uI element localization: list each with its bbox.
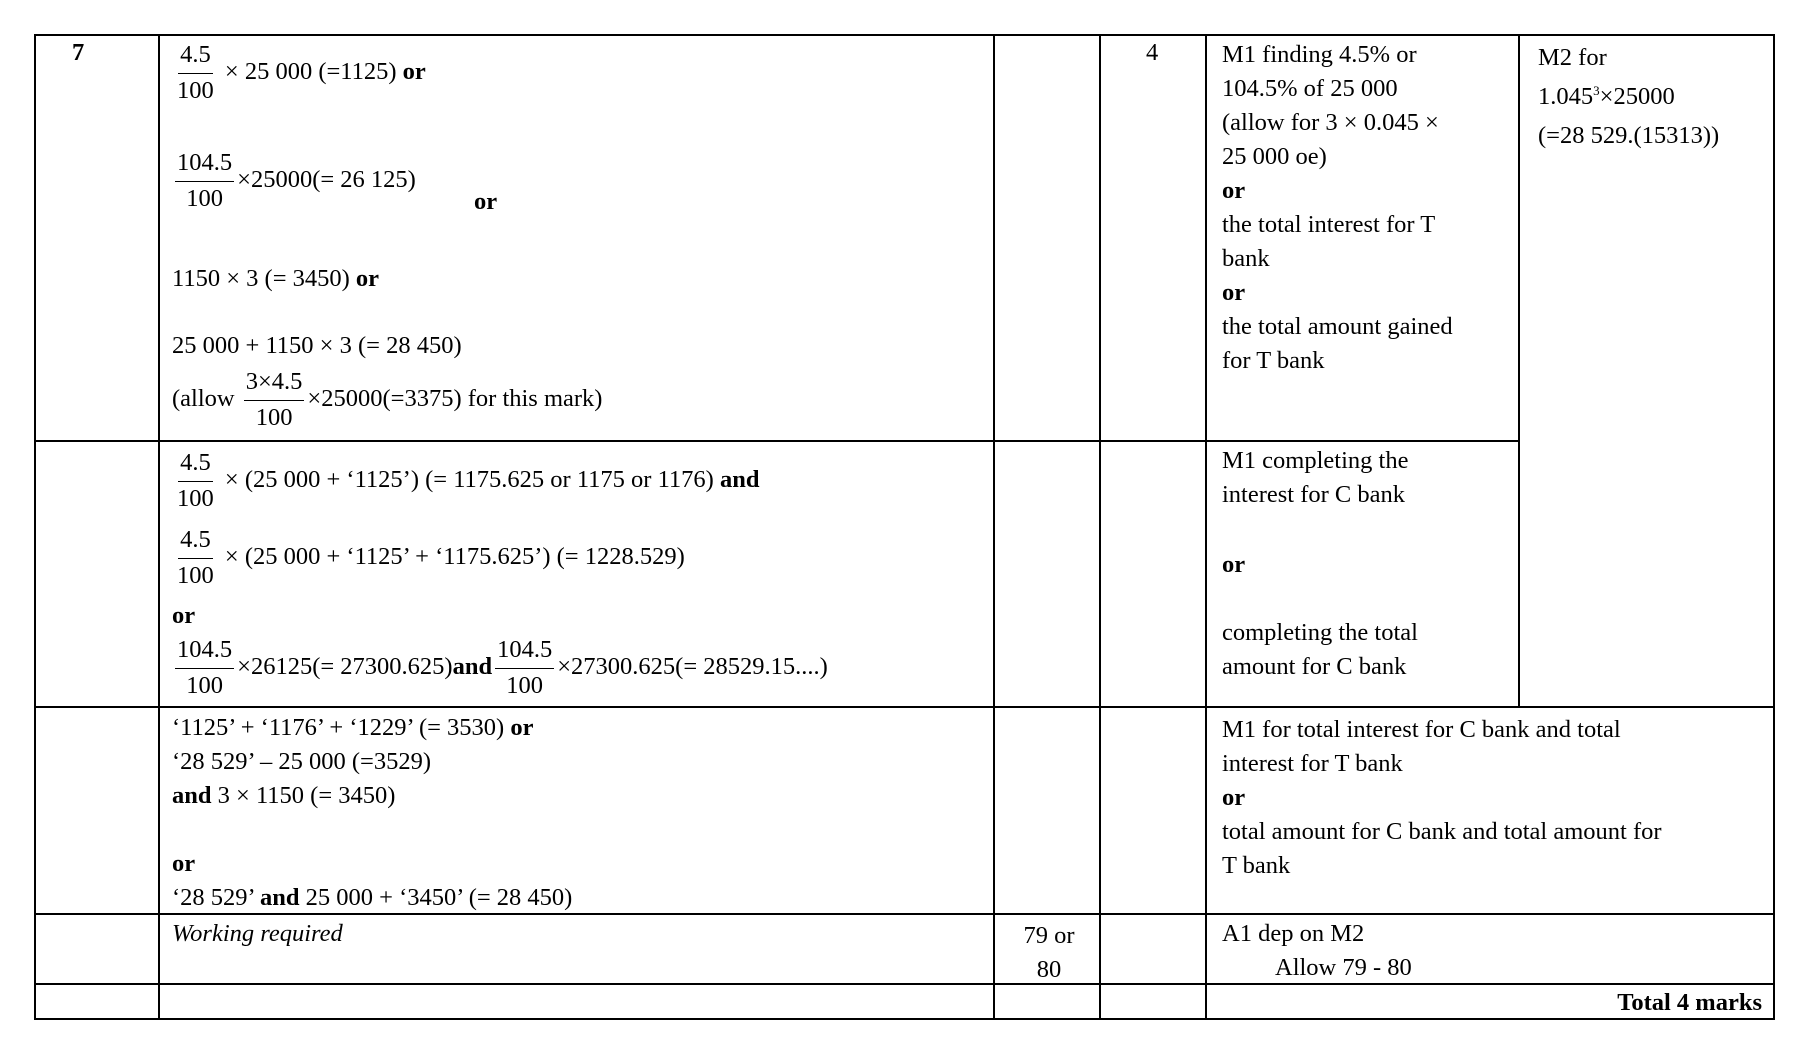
fraction: $\frac{3\times 4.5}{100}$ <box>245 368 303 431</box>
fraction: $\frac{4.5}{100}$ <box>177 41 214 104</box>
mark-scheme-notes: M1 for total interest for C bank and total interest for T bank or total amount for C bank and total amount for T bank <box>1222 716 1662 879</box>
table-border-bottom <box>34 1018 1775 1020</box>
mark-scheme-notes: M1 completing the <box>1222 447 1409 474</box>
row-divider-3 <box>34 913 1775 915</box>
working-line: $\frac{104.5}{100}$ ×26125(= 27300.625)and $\frac{104.5}{100}$ ×27300.625(= 28529.15....) <box>172 635 828 701</box>
working-line: $\frac{4.5}{100}$ × (25 000 + ‘1125’) (= 1175.625 or 1175 or 1176) and <box>172 448 759 514</box>
mark-scheme-notes: completing the total <box>1222 619 1418 646</box>
working-line: ‘1125’ + ‘1176’ + ‘1229’ (= 3530) or <box>172 714 534 741</box>
alt-method-notes: M2 for $1.045^3\times 25000$ (=28 529.(15313)) <box>1538 44 1720 149</box>
working-line: $\frac{4.5}{100}$ × 25 000 (=1125) or <box>172 40 426 106</box>
table-border-left <box>34 34 36 1020</box>
col-divider-marks <box>1099 34 1101 1020</box>
working-line: and 3 × 1150 (= 3450) <box>172 782 396 809</box>
total-marks: Total 4 marks <box>1617 989 1762 1016</box>
answer-value: 79 or 80 <box>1023 922 1075 983</box>
row-divider-4 <box>34 983 1775 985</box>
working-line: (allow $\frac{3\times 4.5}{100}$ ×25000(=3375) for this mark) <box>172 367 602 433</box>
row-divider-2 <box>34 706 1775 708</box>
mark-scheme-notes: M1 finding 4.5% or 104.5% of 25 000 (allow for 3 × 0.045 × 25 000 oe) or the total interest for T bank or the total amount gained for T bank <box>1222 41 1453 374</box>
working-line: ‘28 529’ – 25 000 (=3529) <box>172 748 432 775</box>
fraction: $\frac{4.5}{100}$ <box>177 526 214 589</box>
fraction: $\frac{104.5}{100}$ <box>497 636 553 699</box>
row-divider-1 <box>34 440 1520 442</box>
mark-scheme-notes: amount for C bank <box>1222 653 1407 680</box>
working-line: $\frac{104.5}{100}$ ×25000(= 26 125) <box>172 148 416 214</box>
conjunction: or <box>172 602 196 629</box>
conjunction: or <box>474 188 498 215</box>
col-divider-working <box>158 34 160 1020</box>
working-line: 1150 × 3 (= 3450) or <box>172 265 380 292</box>
fraction: $\frac{104.5}{100}$ <box>177 636 233 699</box>
fraction: $\frac{4.5}{100}$ <box>177 449 214 512</box>
working-line: $\frac{4.5}{100}$ × (25 000 + ‘1125’ + ‘1175.625’) (= 1228.529) <box>172 525 685 591</box>
col-divider-alt-notes <box>1518 34 1520 708</box>
conjunction: or <box>172 850 196 877</box>
table-border-top <box>34 34 1775 36</box>
working-line: 25 000 + 1150 × 3 (= 28 450) <box>172 332 462 359</box>
table-border-right <box>1773 34 1775 1020</box>
mark-scheme-notes: A1 dep on M2 <box>1222 920 1365 947</box>
conjunction: or <box>1222 551 1246 578</box>
question-number: 7 <box>72 39 85 66</box>
fraction: $\frac{104.5}{100}$ <box>177 149 233 212</box>
mark-scheme-notes: Allow 79 - 80 <box>1275 954 1412 981</box>
working-required: Working required <box>172 920 343 947</box>
marks-value: 4 <box>1146 39 1159 66</box>
working-line: ‘28 529’ and 25 000 + ‘3450’ (= 28 450) <box>172 884 573 911</box>
col-divider-answer <box>993 34 995 1020</box>
col-divider-notes <box>1205 34 1207 1020</box>
mark-scheme-notes: interest for C bank <box>1222 481 1406 508</box>
